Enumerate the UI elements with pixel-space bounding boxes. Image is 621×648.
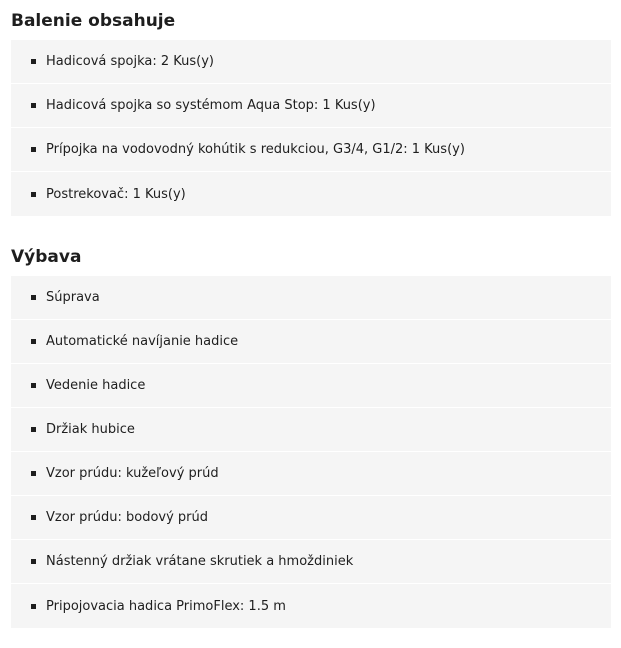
list-item-text: Postrekovač: 1 Kus(y) [46, 186, 186, 202]
package-contents-section [11, 10, 611, 216]
bullet-icon [31, 192, 36, 197]
list-item-text: Pripojovacia hadica PrimoFlex: 1.5 m [46, 598, 286, 614]
bullet-icon [31, 559, 36, 564]
list-item-text: Automatické navíjanie hadice [46, 334, 239, 349]
list-item [11, 452, 611, 496]
list-item-text: Vzor prúdu: bodový prúd [46, 510, 209, 525]
package-contents-title: Balenie obsahuje [11, 11, 176, 31]
list-item [11, 408, 611, 452]
package-contents-list [11, 40, 611, 216]
list-item [11, 172, 611, 216]
list-item [11, 496, 611, 540]
list-item [11, 128, 611, 172]
list-item [11, 84, 611, 128]
bullet-icon [31, 59, 36, 64]
features-title: Výbava [11, 247, 82, 267]
bullet-icon [31, 427, 36, 432]
list-item-text: Hadicová spojka so systémom Aqua Stop: 1 Kus(y) [46, 98, 376, 113]
bullet-icon [31, 471, 36, 476]
list-item-text: Držiak hubice [46, 422, 135, 437]
list-item-text: Vedenie hadice [46, 378, 146, 393]
list-item-text: Súprava [46, 290, 100, 305]
list-item [11, 584, 611, 628]
list-item [11, 540, 611, 584]
list-item [11, 364, 611, 408]
bullet-icon [31, 339, 36, 344]
list-item-text: Nástenný držiak vrátane skrutiek a hmoždiniek [46, 554, 354, 569]
bullet-icon [31, 147, 36, 152]
list-item-text: Prípojka na vodovodný kohútik s redukciou, G3/4, G1/2: 1 Kus(y) [46, 142, 465, 157]
bullet-icon [31, 295, 36, 300]
bullet-icon [31, 515, 36, 520]
bullet-icon [31, 383, 36, 388]
list-item [11, 320, 611, 364]
features-section [11, 246, 611, 628]
bullet-icon [31, 604, 36, 609]
bullet-icon [31, 103, 36, 108]
list-item-text: Vzor prúdu: kužeľový prúd [46, 466, 219, 481]
list-item [11, 40, 611, 84]
list-item [11, 276, 611, 320]
features-list [11, 276, 611, 628]
list-item-text: Hadicová spojka: 2 Kus(y) [46, 54, 214, 69]
